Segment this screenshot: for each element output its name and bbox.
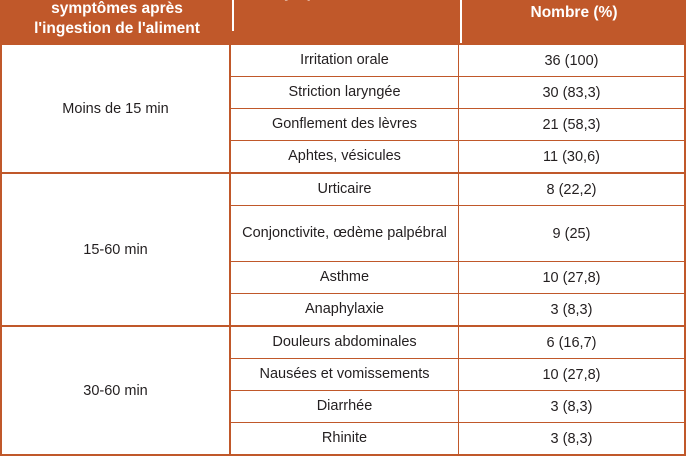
- header-onset-line2: l'ingestion de l'aliment: [34, 20, 200, 37]
- table-row: [231, 45, 684, 76]
- table-header: [2, 0, 684, 43]
- header-count: [460, 0, 686, 43]
- table-group: [2, 172, 684, 325]
- count-cell: 36 (100): [544, 52, 599, 69]
- table-row: [231, 205, 684, 261]
- header-onset-line1: symptômes après: [51, 0, 183, 17]
- onset-time-cell: 15-60 min: [2, 174, 231, 325]
- table-row: [231, 327, 684, 358]
- symptom-cell: Nausées et vomissements: [231, 359, 459, 390]
- symptom-cell: Diarrhée: [231, 391, 459, 422]
- count-cell: 3 (8,3): [550, 301, 593, 318]
- symptom-cell: Irritation orale: [231, 45, 459, 76]
- table-row: [231, 108, 684, 140]
- header-initial-symptoms: [232, 0, 460, 31]
- symptom-cell: Rhinite: [231, 423, 459, 454]
- symptom-cell: Asthme: [231, 262, 459, 293]
- table-group: [2, 325, 684, 454]
- symptom-cell: Douleurs abdominales: [231, 327, 459, 358]
- header-initial-symptoms-label: [274, 0, 420, 3]
- table-row: [231, 293, 684, 325]
- onset-time-cell: 30-60 min: [2, 327, 231, 454]
- table-row: [231, 422, 684, 454]
- count-cell: 10 (27,8): [542, 366, 601, 383]
- table-row: [231, 76, 684, 108]
- symptom-cell: Urticaire: [231, 174, 459, 205]
- count-cell: 30 (83,3): [542, 84, 601, 101]
- symptom-cell: Striction laryngée: [231, 77, 459, 108]
- symptom-cell: Anaphylaxie: [231, 294, 459, 325]
- count-cell: 8 (22,2): [546, 181, 597, 198]
- count-cell: 11 (30,6): [543, 148, 600, 165]
- table-group: [2, 43, 684, 172]
- onset-time-cell: Moins de 15 min: [2, 45, 231, 172]
- table-row: [231, 174, 684, 205]
- header-onset-time: [2, 0, 232, 43]
- table-row: [231, 358, 684, 390]
- count-cell: 9 (25): [552, 225, 591, 242]
- count-cell: 6 (16,7): [546, 334, 597, 351]
- table-row: [231, 390, 684, 422]
- count-cell: 3 (8,3): [550, 398, 593, 415]
- table-row: [231, 261, 684, 293]
- table-row: [231, 140, 684, 172]
- symptom-cell: Aphtes, vésicules: [231, 141, 459, 172]
- header-count-label: Nombre (%): [530, 4, 618, 21]
- symptom-cell: Gonflement des lèvres: [231, 109, 459, 140]
- symptom-cell: Conjonctivite, œdème palpébral: [231, 206, 459, 261]
- count-cell: 3 (8,3): [550, 430, 593, 447]
- count-cell: 10 (27,8): [542, 269, 601, 286]
- count-cell: 21 (58,3): [542, 116, 601, 133]
